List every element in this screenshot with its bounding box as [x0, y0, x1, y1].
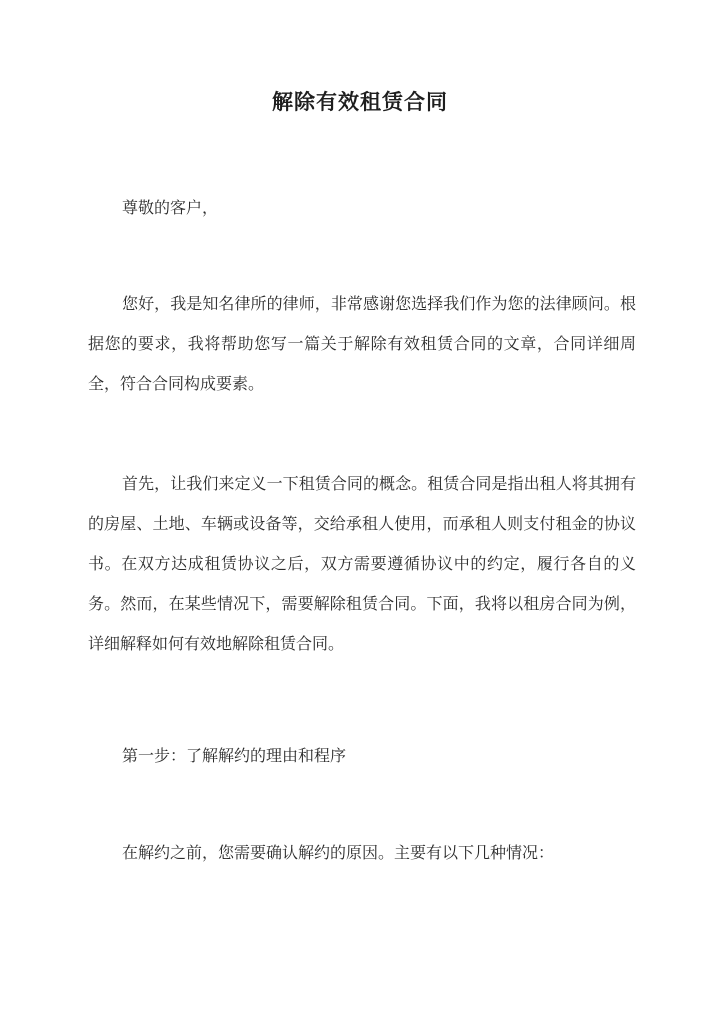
step-one-heading: 第一步：了解解约的理由和程序	[122, 746, 347, 765]
definition-paragraph: 首先，让我们来定义一下租赁合同的概念。租赁合同是指出租人将其拥有的房屋、土地、车辆或设备等，交给承租人使用，而承租人则支付租金的协议书。在双方达成租赁协议之后，双方需要遵循协议中的约定，履行各自的义务。然而，在某些情况下，需要解除租赁合同。下面，我将以租房合同为例，详细解释如何有效地解除租赁合同。	[88, 474, 636, 653]
before-termination-paragraph: 在解约之前，您需要确认解约的原因。主要有以下几种情况：	[122, 843, 555, 862]
document-title: 解除有效租赁合同	[272, 89, 448, 114]
intro-paragraph: 您好，我是知名律所的律师，非常感谢您选择我们作为您的法律顾问。根据您的要求，我将帮助您写一篇关于解除有效租赁合同的文章，合同详细周全，符合合同构成要素。	[88, 294, 636, 393]
greeting-paragraph: 尊敬的客户，	[122, 198, 219, 217]
